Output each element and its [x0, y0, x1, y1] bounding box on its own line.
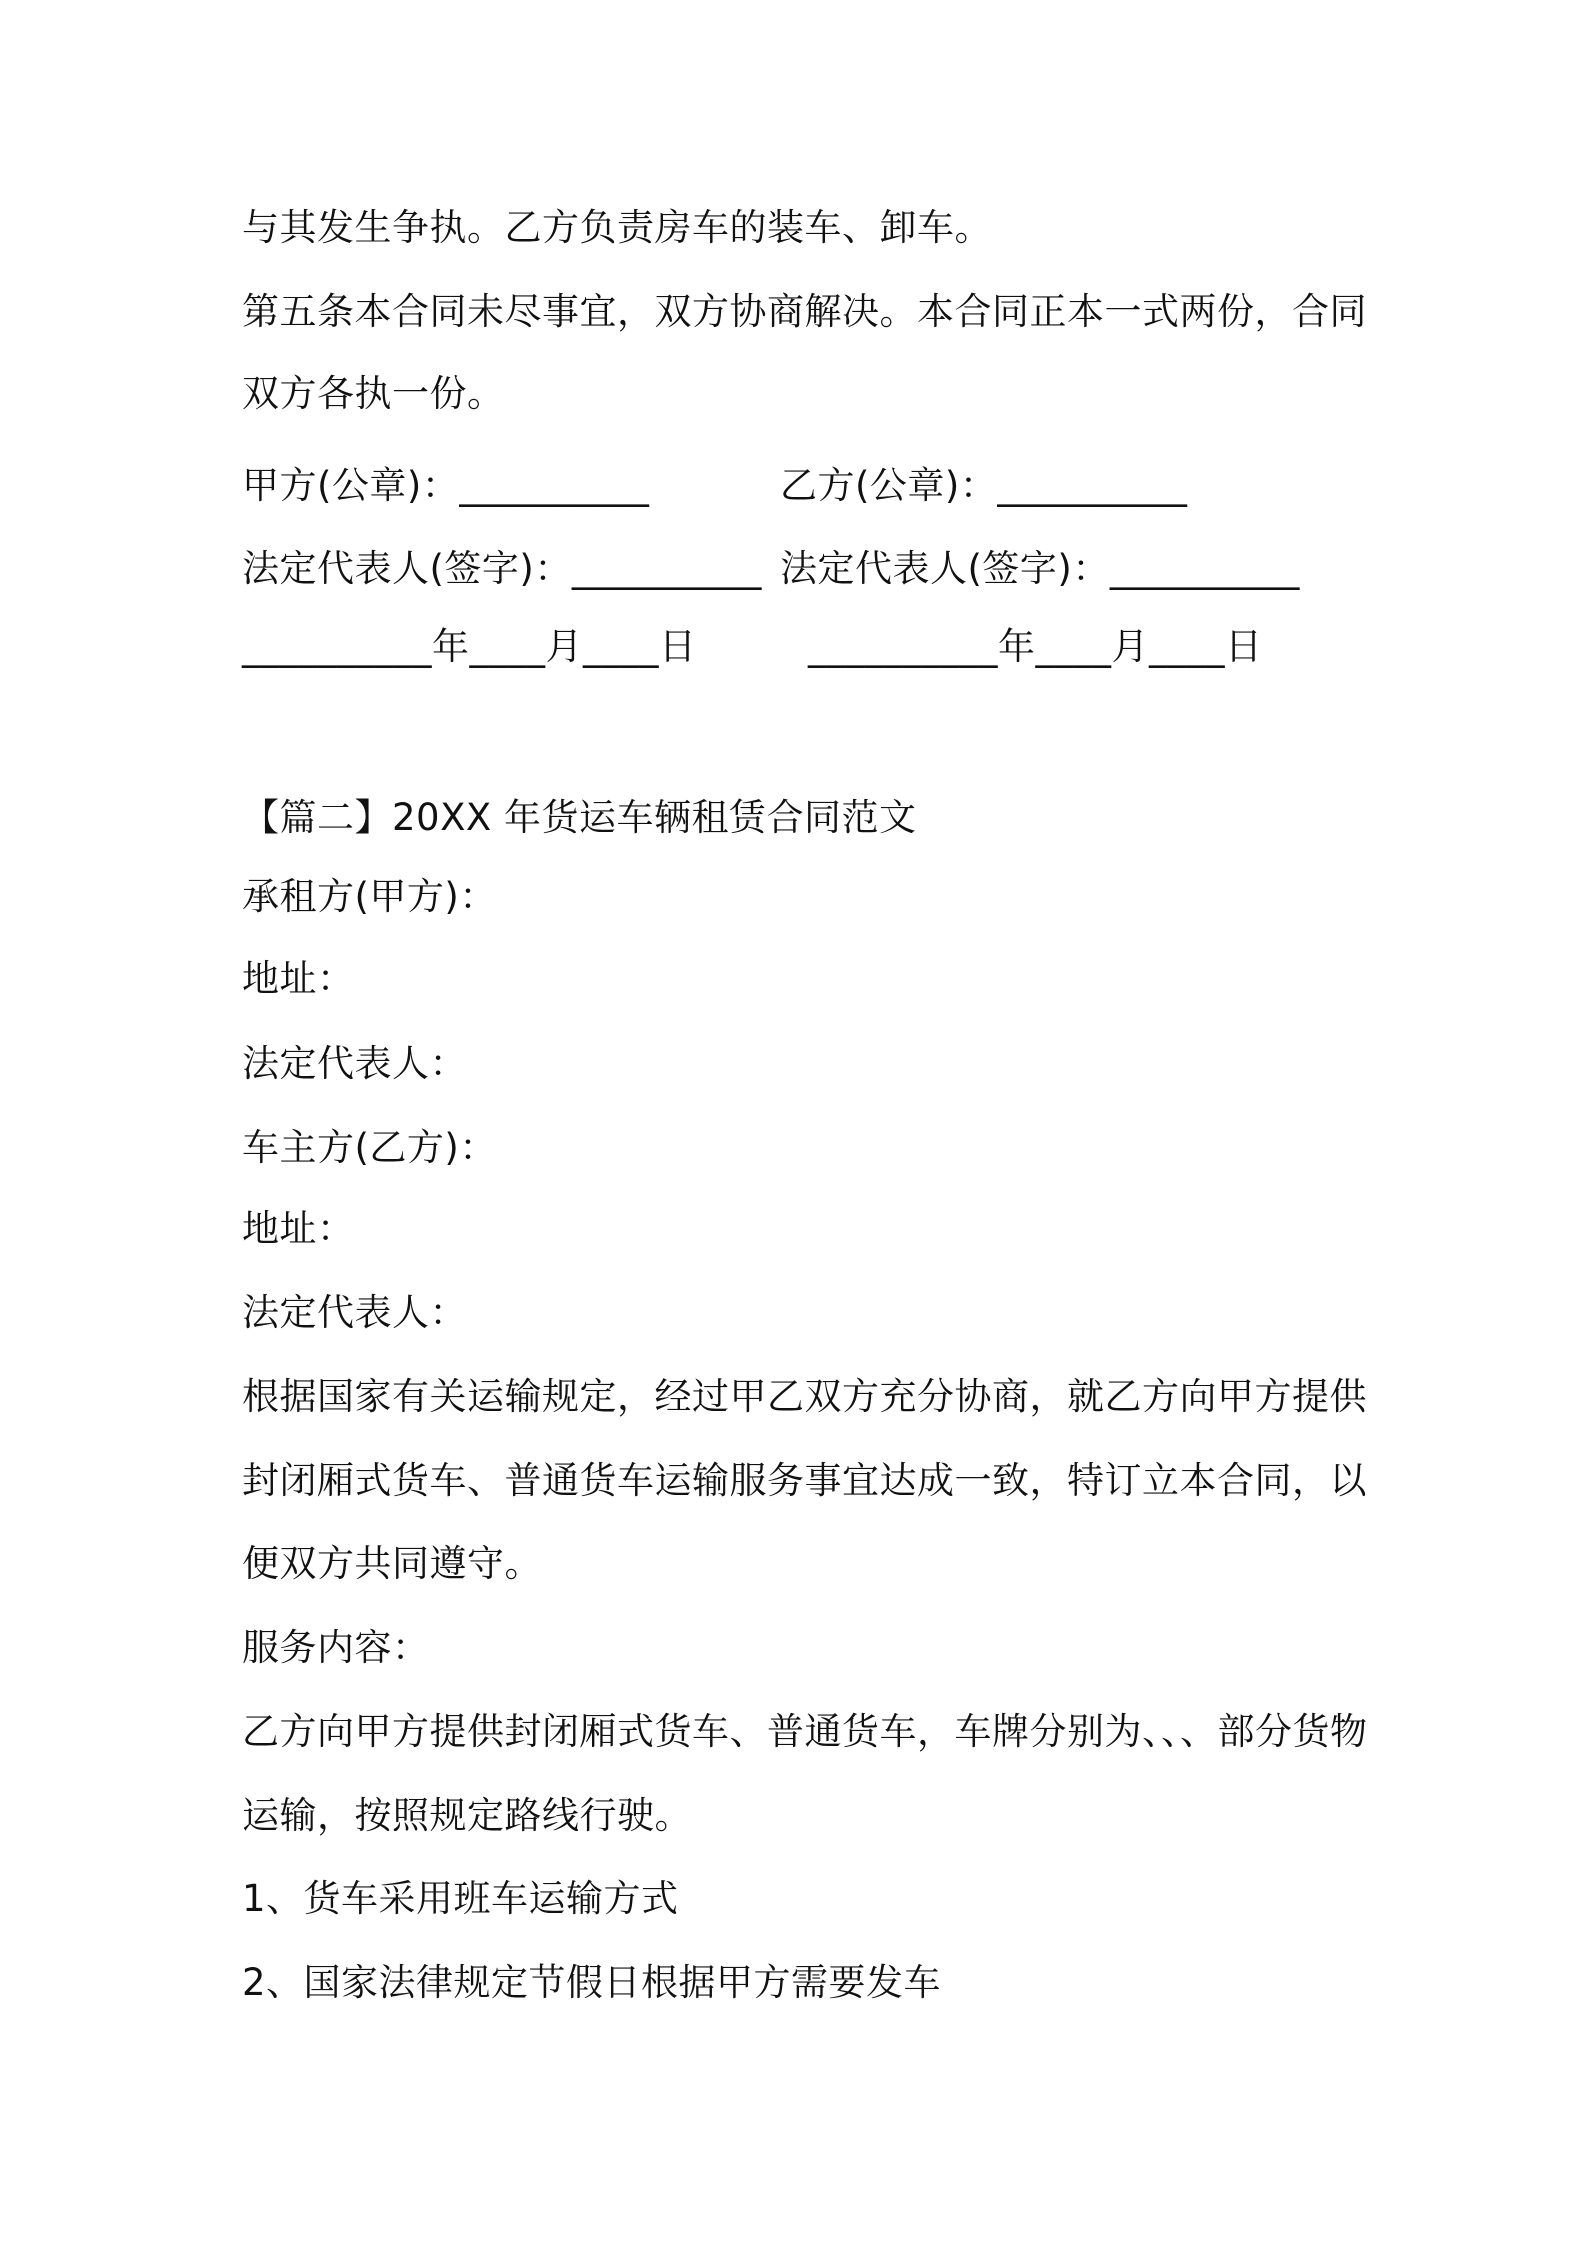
owner-label: 车主方(乙方)： — [242, 1126, 497, 1169]
article-five-line-1: 第五条本合同未尽事宜，双方协商解决。本合同正本一式两份，合同 — [242, 290, 1367, 333]
service-line-2: 运输，按照规定路线行驶。 — [242, 1794, 692, 1837]
preamble-line-3: 便双方共同遵守。 — [242, 1542, 542, 1585]
service-item-1: 1、货车采用班车运输方式 — [242, 1877, 679, 1920]
party-a-date-field: __________年____月____日 — [242, 625, 697, 668]
service-line-1: 乙方向甲方提供封闭厢式货车、普通货车，车牌分别为、、、部分货物 — [242, 1710, 1368, 1753]
owner-representative-label: 法定代表人： — [242, 1291, 467, 1334]
contract-clause-continuation: 与其发生争执。乙方负责房车的装车、卸车。 — [242, 206, 992, 249]
party-b-representative-field: 法定代表人(签字)：__________ — [780, 547, 1300, 590]
article-five-line-2: 双方各执一份。 — [242, 372, 505, 415]
party-b-seal-field: 乙方(公章)：__________ — [780, 464, 1188, 507]
party-a-seal-field: 甲方(公章)：__________ — [242, 464, 650, 507]
lessee-label: 承租方(甲方)： — [242, 875, 497, 918]
lessee-representative-label: 法定代表人： — [242, 1042, 467, 1085]
section-two-heading: 【篇二】20XX 年货运车辆租赁合同范文 — [242, 796, 917, 839]
preamble-line-2: 封闭厢式货车、普通货车运输服务事宜达成一致，特订立本合同，以 — [242, 1459, 1367, 1502]
party-b-date-field: __________年____月____日 — [808, 625, 1263, 668]
lessee-address-label: 地址： — [242, 957, 355, 1000]
owner-address-label: 地址： — [242, 1207, 355, 1250]
preamble-line-1: 根据国家有关运输规定，经过甲乙双方充分协商，就乙方向甲方提供 — [242, 1375, 1367, 1418]
party-a-representative-field: 法定代表人(签字)：__________ — [242, 547, 762, 590]
service-item-2: 2、国家法律规定节假日根据甲方需要发车 — [242, 1961, 942, 2004]
service-heading: 服务内容： — [242, 1626, 430, 1669]
